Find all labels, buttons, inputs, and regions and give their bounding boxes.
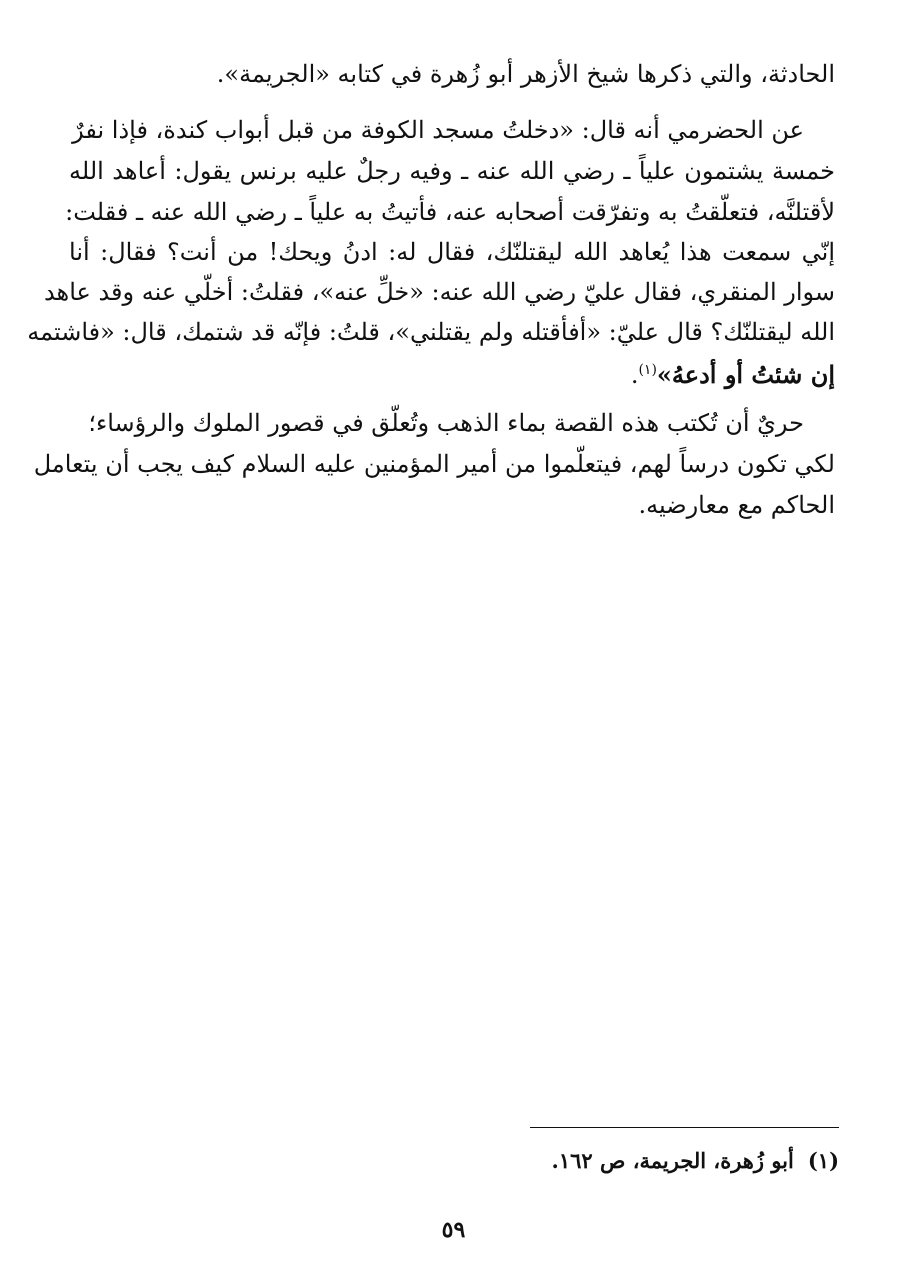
text-line: خمسة يشتمون علياً ـ رضي الله عنه ـ وفيه رجلٌ عليه برنس يقول: أعاهد الله bbox=[69, 157, 835, 185]
text-line bbox=[631, 352, 835, 388]
paragraph-start-line: عن الحضرمي أنه قال: «دخلتُ مسجد الكوفة من قبل أبواب كندة، فإذا نفرٌ bbox=[72, 116, 804, 144]
footnote bbox=[552, 1146, 839, 1176]
text-line: الله ليقتلنّك؟ قال عليّ: «أفأقتله ولم يقتلني»، قلتُ: فإنّه قد شتمك، قال: «فاشتمه bbox=[27, 318, 835, 346]
footnote-text: أبو زُهرة، الجريمة، ص ١٦٢. bbox=[551, 1148, 794, 1173]
quote-text: إن شئتُ أو أدعهُ» bbox=[656, 360, 835, 389]
text-line: الحاكم مع معارضيه. bbox=[638, 491, 835, 519]
footnote-separator bbox=[530, 1127, 839, 1128]
paragraph-start-line: حريٌ أن تُكتب هذه القصة بماء الذهب وتُعلّق في قصور الملوك والرؤساء؛ bbox=[88, 409, 804, 437]
footnote-marker: (١) bbox=[807, 1148, 839, 1173]
footnote-reference: (١) bbox=[638, 362, 657, 378]
sentence-end: . bbox=[630, 361, 639, 389]
page-number: ٥٩ bbox=[441, 1217, 466, 1243]
text-line: لأقتلنَّه، فتعلّقتُ به وتفرّقت أصحابه عنه، فأتيتُ به علياً ـ رضي الله عنه ـ فقلت: bbox=[65, 198, 835, 226]
text-line: إنّي سمعت هذا يُعاهد الله ليقتلنّك، فقال له: ادنُ ويحك! من أنت؟ فقال: أنا bbox=[69, 238, 836, 266]
text-line: الحادثة، والتي ذكرها شيخ الأزهر أبو زُهرة في كتابه «الجريمة». bbox=[216, 60, 835, 88]
text-line: لكي تكون درساً لهم، فيتعلّموا من أمير المؤمنين عليه السلام كيف يجب أن يتعامل bbox=[33, 450, 835, 478]
text-line: سوار المنقري، فقال عليّ رضي الله عنه: «خلِّ عنه»، فقلتُ: أخلّي عنه وقد عاهد bbox=[43, 278, 835, 306]
